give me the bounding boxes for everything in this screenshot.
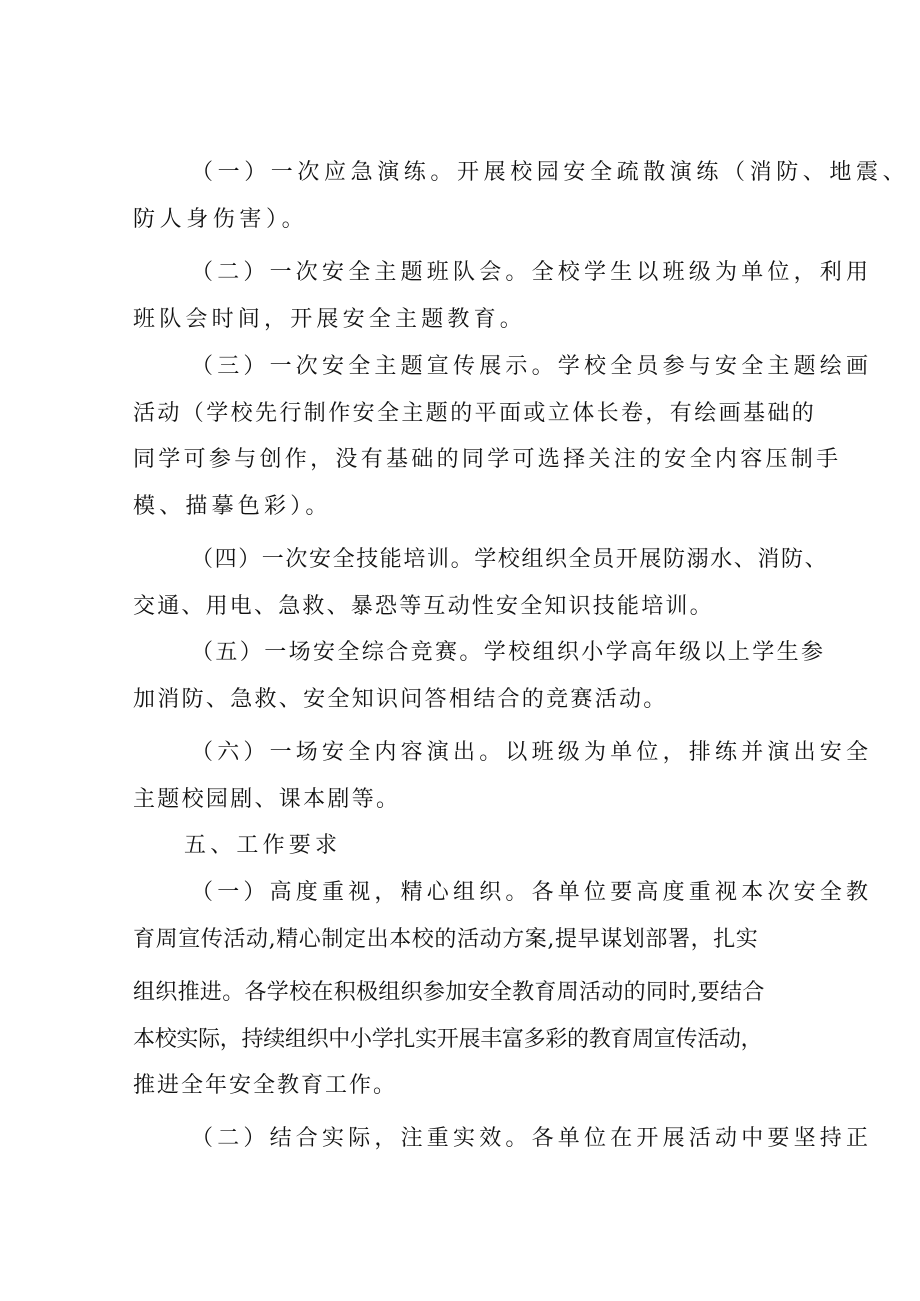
paragraph-5-line-1: （五）一场安全综合竞赛。学校组织小学高年级以上学生参: [191, 640, 826, 665]
section-heading: 五、工作要求: [184, 833, 342, 858]
paragraph-7-line-2: 育周宣传活动,精心制定出本校的活动方案,提早谋划部署，扎实: [133, 927, 759, 952]
paragraph-6-line-1: （六）一场安全内容演出。以班级为单位，排练并演出安全: [191, 740, 873, 765]
paragraph-4-line-1: （四）一次安全技能培训。学校组织全员开展防溺水、消防、: [191, 547, 829, 572]
paragraph-2-line-2: 班队会时间，开展安全主题教育。: [133, 307, 527, 332]
paragraph-7-line-5: 推进全年安全教育工作。: [133, 1073, 398, 1098]
paragraph-7-line-1: （一）高度重视，精心组织。各单位要高度重视本次安全教: [191, 880, 873, 905]
paragraph-2-line-1: （二）一次安全主题班队会。全校学生以班级为单位，利用: [191, 260, 873, 285]
paragraph-5-line-2: 加消防、急救、安全知识问答相结合的竞赛活动。: [133, 687, 668, 712]
paragraph-3-line-1: （三）一次安全主题宣传展示。学校全员参与安全主题绘画: [191, 354, 873, 379]
paragraph-3-line-4: 模、描摹色彩）。: [133, 494, 332, 519]
paragraph-7-line-3: 组织推进。各学校在积极组织参加安全教育周活动的同时,要结合: [133, 980, 765, 1005]
paragraph-3-line-2: 活动（学校先行制作安全主题的平面或立体长卷，有绘画基础的: [133, 401, 817, 426]
paragraph-7-line-4: 本校实际，持续组织中小学扎实开展丰富多彩的教育周宣传活动，: [133, 1027, 763, 1052]
paragraph-1-line-2: 防人身伤害）。: [133, 207, 309, 232]
paragraph-4-line-2: 交通、用电、急救、暴恐等互动性安全知识技能培训。: [133, 594, 714, 619]
paragraph-8-line-1: （二）结合实际，注重实效。各单位在开展活动中要坚持正: [191, 1126, 873, 1151]
paragraph-6-line-2: 主题校园剧、课本剧等。: [133, 787, 401, 812]
paragraph-1-line-1: （一）一次应急演练。开展校园安全疏散演练（消防、地震、: [191, 160, 910, 185]
paragraph-3-line-3: 同学可参与创作，没有基础的同学可选择关注的安全内容压制手: [133, 447, 842, 472]
